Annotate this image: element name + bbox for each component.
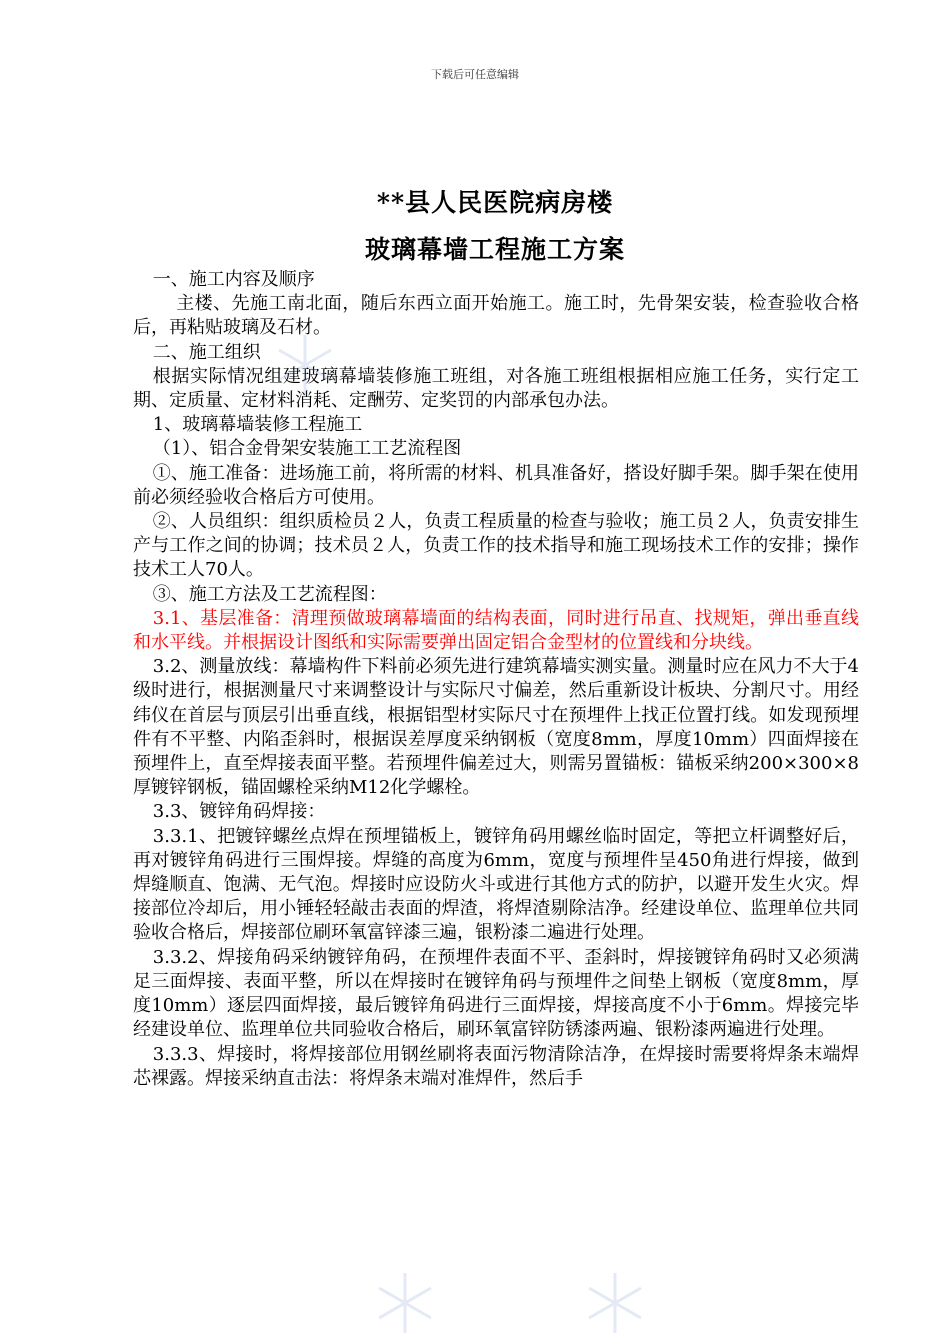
section-heading-1: 一、施工内容及顺序 (152, 269, 315, 290)
paragraph: 根据实际情况组建玻璃幕墙装修施工班组，对各施工班组根据相应施工任务，实行定工期、定质量、定材料消耗、定酬劳、定奖罚的内部承包办法。 (133, 365, 859, 412)
paragraph: 3.3.2、焊接角码采纳镀锌角码，在预埋件表面不平、歪斜时，焊接镀锌角码时又必须满足三面焊接、表面平整，所以在焊接时在镀锌角码与预埋件之间垫上钢板（宽度8mm，厚度10mm）逐层四面焊接，最后镀锌角码进行三面焊接，焊接高度不小于6mm。焊接完毕经建设单位、监理单位共同验收合格后，刷环氧富锌防锈漆两遍、银粉漆两遍进行处理。 (133, 946, 859, 1041)
paragraph: 3.3.3、焊接时，将焊接部位用钢丝刷将表面污物清除洁净，在焊接时需要将焊条末端焊芯裸露。焊接采纳直击法：将焊条末端对准焊件，然后手 (133, 1043, 859, 1089)
paragraph: ③、施工方法及工艺流程图： (152, 583, 387, 605)
document-title-line1: **县人民医院病房楼 (376, 188, 614, 217)
section-heading-2: 二、施工组织 (152, 341, 261, 363)
paragraph: 3.3、镀锌角码焊接： (152, 801, 326, 823)
paragraph: 3.3.1、把镀锌螺丝点焊在预埋锚板上，镀锌角码用螺丝临时固定，等把立杆调整好后，再对镀锌角码进行三围焊接。焊缝的高度为6mm，宽度与预埋件呈450角进行焊接，做到焊缝顺直、饱满、无气泡。焊接时应设防火斗或进行其他方式的防护，以避开发生火灾。焊接部位冷却后，用小锤轻轻敲击表面的焊渣，将焊渣剔除洁净。经建设单位、监理单位共同验收合格后，焊接部位刷环氧富锌漆三遍，银粉漆二遍进行处理。 (133, 825, 859, 944)
paragraph: ②、人员组织：组织质检员２人，负责工程质量的检查与验收；施工员２人，负责安排生产与工作之间的协调；技术员２人，负责工作的技术指导和施工现场技术工作的安排；操作技术工人70人。 (133, 511, 859, 581)
paragraph: ①、施工准备：进场施工前，将所需的材料、机具准备好，搭设好脚手架。脚手架在使用前必须经验收合格后方可使用。 (133, 462, 859, 508)
snowflake-watermark-icon (270, 330, 340, 400)
snowflake-watermark-icon (580, 1268, 650, 1338)
document-body (133, 268, 859, 1091)
paragraph: 3.2、测量放线：幕墙构件下料前必须先进行建筑幕墙实测实量。测量时应在风力不大于4级时进行，根据测量尺寸来调整设计与实际尺寸偏差，然后重新设计板块、分割尺寸。用经纬仪在首层与顶层引出垂直线，根据铝型材实际尺寸在预埋件上找正位置打线。如发现预埋件有不平整、内陷歪斜时，根据误差厚度采纳钢板（宽度8mm，厚度10mm）四面焊接在预埋件上，直至焊接表面平整。若预埋件偏差过大，则需另置锚板：锚板采纳200×300×8厚镀锌钢板，锚固螺栓采纳M12化学螺栓。 (133, 656, 859, 799)
paragraph: 主楼、先施工南北面，随后东西立面开始施工。施工时，先骨架安装，检查验收合格后，再粘贴玻璃及石材。 (133, 293, 859, 339)
snowflake-watermark-icon (370, 1268, 440, 1338)
subsection-heading: 1、玻璃幕墙装修工程施工 (152, 414, 363, 436)
subsection-heading: （1）、铝合金骨架安装施工工艺流程图 (152, 438, 462, 460)
page-header: 下载后可任意编辑 (431, 68, 519, 81)
document-title-line2: 玻璃幕墙工程施工方案 (364, 235, 625, 264)
highlighted-paragraph: 3.1、基层准备：清理预做玻璃幕墙面的结构表面，同时进行吊直、找规矩，弹出垂直线和水平线。并根据设计图纸和实际需要弹出固定铝合金型材的位置线和分块线。 (133, 607, 859, 654)
